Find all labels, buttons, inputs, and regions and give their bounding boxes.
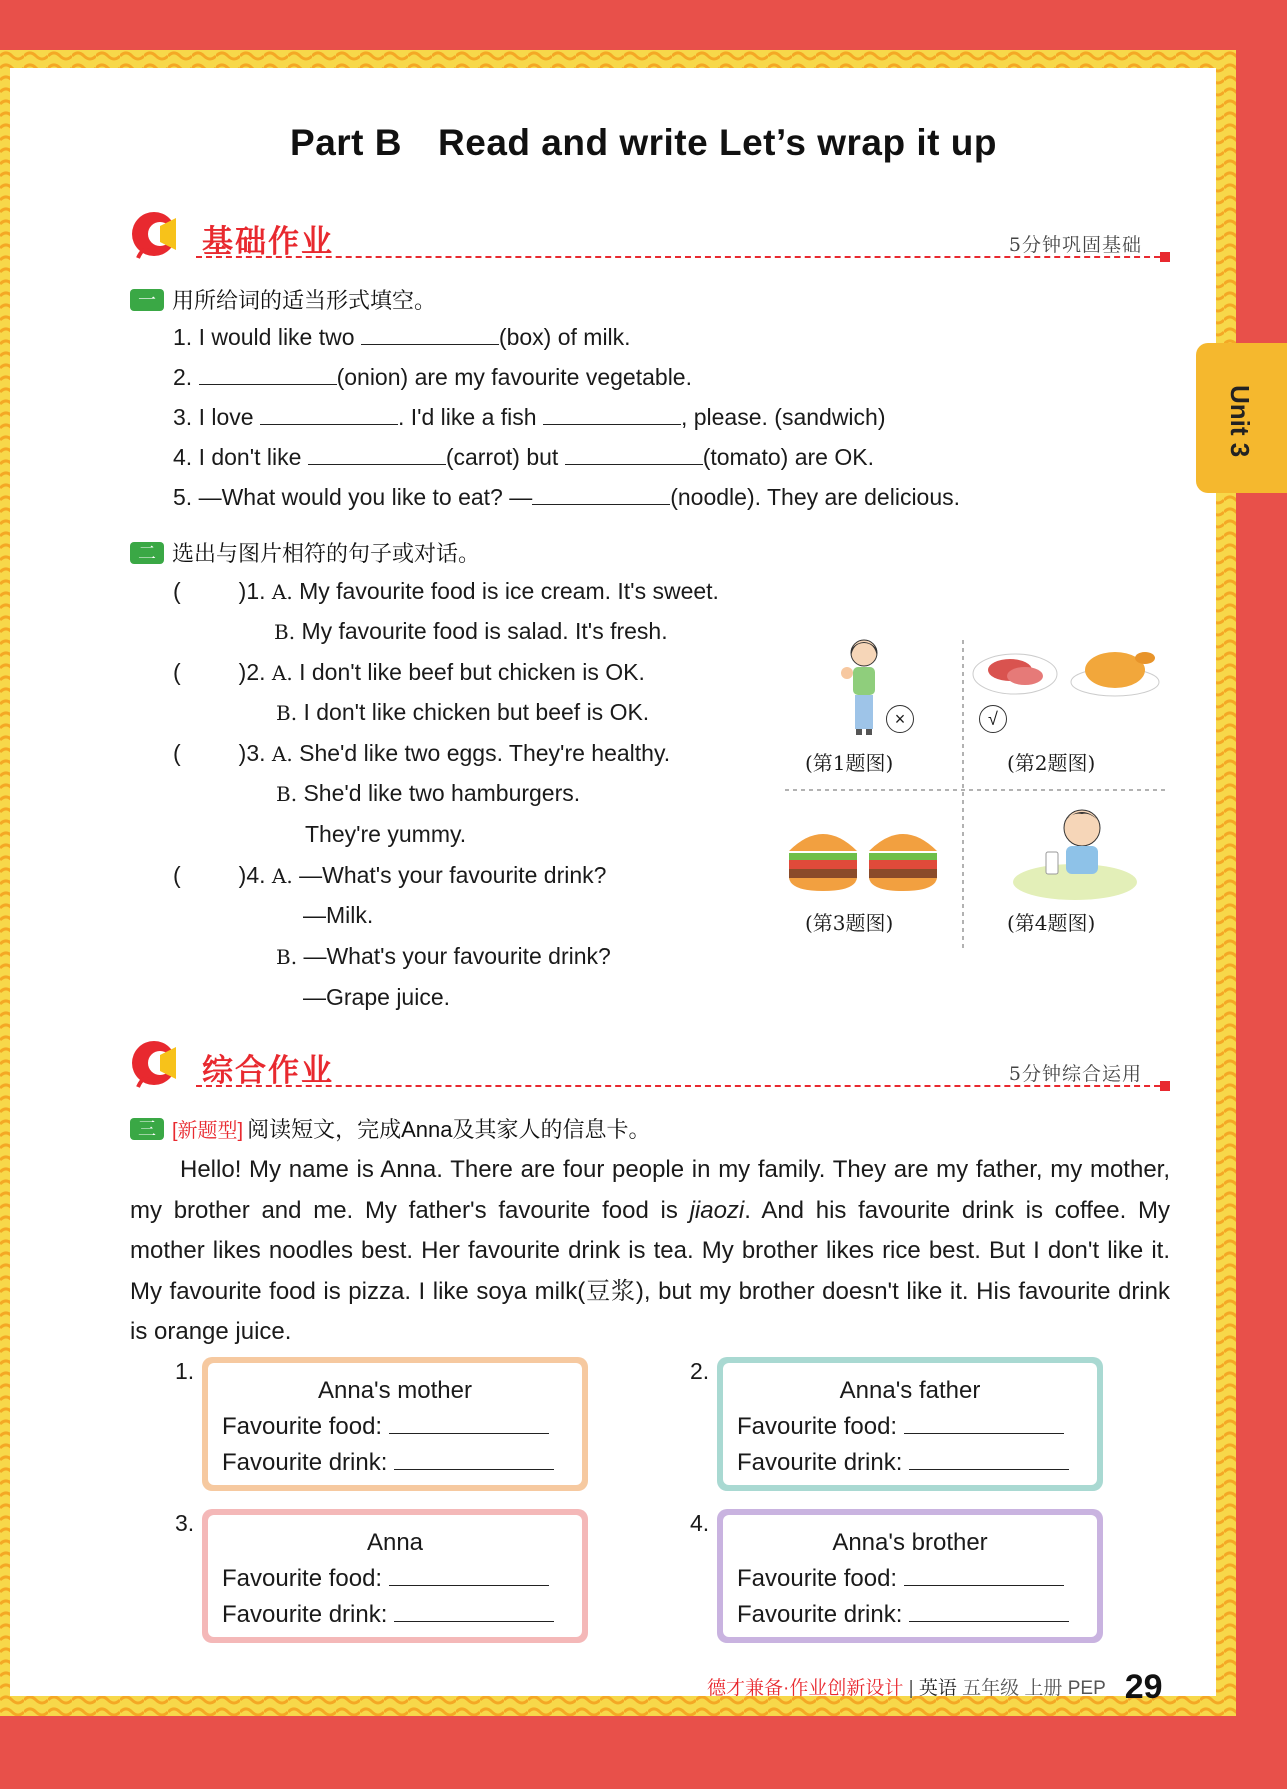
q3-number: 三 bbox=[130, 1118, 164, 1140]
answer-paren[interactable]: ( bbox=[173, 659, 181, 685]
footer-grade: 五年级 bbox=[962, 1678, 1020, 1699]
q2-option-text: —What's your favourite drink? bbox=[299, 862, 607, 888]
boy-drinking-milk-icon bbox=[1010, 800, 1140, 905]
q1-heading bbox=[130, 284, 436, 315]
card-drink-row bbox=[222, 1601, 554, 1629]
page-footer bbox=[707, 1668, 1163, 1707]
picture-caption: (第3题图) bbox=[805, 911, 894, 935]
section-basic-label: 基础作业 bbox=[202, 224, 334, 259]
reading-passage bbox=[130, 1150, 1170, 1353]
card-body bbox=[208, 1363, 582, 1485]
answer-blank[interactable] bbox=[532, 484, 670, 505]
card-drink-label: Favourite drink: bbox=[737, 1601, 903, 1628]
answer-blank[interactable] bbox=[199, 364, 337, 385]
option-letter: A. bbox=[271, 580, 293, 604]
card-food-row bbox=[737, 1413, 1064, 1441]
check-mark: √ bbox=[979, 705, 1007, 733]
card-body bbox=[723, 1515, 1097, 1637]
q1-item-text: (noodle). They are delicious. bbox=[670, 484, 961, 510]
card-body bbox=[208, 1515, 582, 1637]
answer-paren[interactable]: ( bbox=[173, 740, 181, 766]
picture-caption: (第2题图) bbox=[1007, 751, 1096, 775]
answer-blank[interactable] bbox=[543, 404, 681, 425]
option-letter: B. bbox=[276, 701, 298, 725]
q2-option-text: I don't like beef but chicken is OK. bbox=[299, 659, 645, 685]
q2-heading bbox=[130, 537, 480, 568]
card-drink-row bbox=[222, 1449, 554, 1477]
q1-item-text: 2. bbox=[173, 364, 199, 390]
info-card-brother bbox=[717, 1509, 1103, 1643]
option-letter: B. bbox=[276, 782, 298, 806]
answer-blank[interactable] bbox=[389, 1413, 549, 1434]
q1-item-text: 1. I would like two bbox=[173, 324, 361, 350]
q2-item-3-b2: They're yummy. bbox=[305, 821, 467, 847]
q1-item-5 bbox=[173, 484, 960, 511]
answer-blank[interactable] bbox=[904, 1413, 1064, 1434]
q2-item-3-a bbox=[173, 740, 670, 767]
hamburgers-icon bbox=[785, 817, 945, 897]
q1-item-text: 3. I love bbox=[173, 404, 260, 430]
footer-subject: 英语 bbox=[918, 1678, 957, 1699]
answer-blank[interactable] bbox=[909, 1601, 1069, 1622]
q1-item-text: 4. I don't like bbox=[173, 444, 308, 470]
beef-plate-icon bbox=[970, 640, 1070, 700]
q1-instruction: 用所给词的适当形式填空。 bbox=[172, 288, 437, 313]
q2-item-number: )4. bbox=[238, 862, 266, 888]
passage-italic-word: jiaozi bbox=[689, 1196, 745, 1224]
megaphone-icon bbox=[130, 208, 188, 266]
q3-instruction: 阅读短文，完成Anna及其家人的信息卡。 bbox=[247, 1117, 651, 1142]
passage-text: . And his favourite drink is coffee. My mother likes noodles best. Her favourite drink is tea. My brother likes rice best. But I don't like it. My favourite food is pizza. I like soya milk(豆浆), but my brother doesn't like it. His favourite drink is orange juice. bbox=[130, 1196, 1170, 1345]
card-title: Anna's brother bbox=[832, 1529, 988, 1556]
divider-end bbox=[1160, 252, 1170, 262]
q2-item-number: )1. bbox=[238, 578, 266, 604]
q1-item-4 bbox=[173, 444, 874, 471]
option-letter: B. bbox=[274, 620, 296, 644]
q2-item-4-a2: —Milk. bbox=[303, 902, 374, 928]
card-food-row bbox=[222, 1413, 549, 1441]
card-title: Anna's father bbox=[839, 1377, 981, 1404]
q2-item-4-b2: —Grape juice. bbox=[303, 984, 451, 1010]
q1-item-text: 5. —What would you like to eat? — bbox=[173, 484, 533, 510]
q2-item-number: )2. bbox=[238, 659, 266, 685]
card-number: 1. bbox=[175, 1358, 195, 1384]
new-type-tag: [新题型] bbox=[172, 1120, 244, 1142]
card-body bbox=[723, 1363, 1097, 1485]
q1-item-2 bbox=[173, 364, 692, 391]
card-drink-label: Favourite drink: bbox=[737, 1449, 903, 1476]
section-basic-header bbox=[130, 208, 1170, 268]
card-number: 4. bbox=[690, 1510, 710, 1536]
footer-separator: | bbox=[908, 1678, 914, 1699]
answer-blank[interactable] bbox=[308, 444, 446, 465]
title-part: Part B bbox=[290, 122, 403, 163]
picture-grid bbox=[785, 635, 1165, 950]
q2-option-text: My favourite food is ice cream. It's sweet. bbox=[299, 578, 719, 604]
page-number: 29 bbox=[1124, 1668, 1163, 1706]
picture-caption: (第4题图) bbox=[1007, 911, 1096, 935]
card-drink-label: Favourite drink: bbox=[222, 1449, 388, 1476]
roast-chicken-icon bbox=[1067, 640, 1167, 700]
q1-item-text: (carrot) but bbox=[445, 444, 565, 470]
card-food-row bbox=[737, 1565, 1064, 1593]
q2-item-2-a bbox=[173, 659, 645, 686]
card-food-label: Favourite food: bbox=[737, 1565, 898, 1592]
q2-item-1-b bbox=[274, 618, 668, 645]
option-letter: A. bbox=[271, 661, 293, 685]
card-food-label: Favourite food: bbox=[222, 1565, 383, 1592]
card-title: Anna's mother bbox=[318, 1377, 472, 1404]
footer-edition: PEP bbox=[1067, 1678, 1106, 1699]
q2-option-text: —What's your favourite drink? bbox=[303, 943, 611, 969]
q2-item-2-b bbox=[276, 699, 649, 726]
divider bbox=[196, 1085, 1170, 1087]
q2-item-number: )3. bbox=[238, 740, 266, 766]
card-title: Anna bbox=[366, 1529, 424, 1556]
answer-paren[interactable]: ( bbox=[173, 862, 181, 888]
q1-item-text: (tomato) are OK. bbox=[702, 444, 874, 470]
info-card-mother bbox=[202, 1357, 588, 1491]
q2-item-1-a bbox=[173, 578, 719, 605]
info-card-anna bbox=[202, 1509, 588, 1643]
page-title bbox=[0, 122, 1287, 164]
option-letter: B. bbox=[276, 945, 298, 969]
card-drink-row bbox=[737, 1449, 1069, 1477]
q2-instruction: 选出与图片相符的句子或对话。 bbox=[172, 541, 481, 566]
section-comprehensive-sub: 5分钟综合运用 bbox=[1008, 1063, 1142, 1085]
answer-blank[interactable] bbox=[565, 444, 703, 465]
q2-option-text: My favourite food is salad. It's fresh. bbox=[301, 618, 668, 644]
picture-caption: (第1题图) bbox=[805, 751, 894, 775]
option-letter: A. bbox=[271, 864, 293, 888]
unit-tab bbox=[1196, 343, 1287, 493]
answer-blank[interactable] bbox=[909, 1449, 1069, 1470]
title-text: Read and write Let’s wrap it up bbox=[438, 122, 997, 163]
q3-heading bbox=[130, 1113, 651, 1144]
answer-blank[interactable] bbox=[904, 1565, 1064, 1586]
card-food-label: Favourite food: bbox=[737, 1413, 898, 1440]
answer-blank[interactable] bbox=[260, 404, 398, 425]
card-drink-row bbox=[737, 1601, 1069, 1629]
section-comprehensive-label: 综合作业 bbox=[202, 1053, 334, 1088]
q2-option-text: She'd like two hamburgers. bbox=[303, 780, 581, 806]
card-number: 3. bbox=[175, 1510, 195, 1536]
answer-blank[interactable] bbox=[389, 1565, 549, 1586]
divider-end bbox=[1160, 1081, 1170, 1091]
card-food-label: Favourite food: bbox=[222, 1413, 383, 1440]
footer-brand: 德才兼备·作业创新设计 bbox=[707, 1678, 904, 1699]
section-basic-sub: 5分钟巩固基础 bbox=[1008, 234, 1142, 256]
card-food-row bbox=[222, 1565, 549, 1593]
megaphone-icon bbox=[130, 1037, 188, 1095]
q2-item-4-b bbox=[276, 943, 611, 970]
q2-number: 二 bbox=[130, 542, 164, 564]
answer-paren[interactable]: ( bbox=[173, 578, 181, 604]
unit-tab-label: Unit 3 bbox=[1225, 385, 1255, 458]
q1-item-text: (box) of milk. bbox=[498, 324, 631, 350]
footer-term: 上册 bbox=[1024, 1678, 1063, 1699]
card-number: 2. bbox=[690, 1358, 710, 1384]
divider bbox=[196, 256, 1170, 258]
cross-mark: × bbox=[886, 705, 914, 733]
option-letter: A. bbox=[271, 742, 293, 766]
q2-option-text: I don't like chicken but beef is OK. bbox=[303, 699, 650, 725]
q1-item-text: (onion) are my favourite vegetable. bbox=[336, 364, 692, 390]
q1-item-text: . I'd like a fish bbox=[397, 404, 543, 430]
q1-item-1 bbox=[173, 324, 631, 351]
answer-blank[interactable] bbox=[394, 1449, 554, 1470]
q1-number: 一 bbox=[130, 289, 164, 311]
q2-item-3-b bbox=[276, 780, 580, 807]
answer-blank[interactable] bbox=[394, 1601, 554, 1622]
q1-item-3 bbox=[173, 404, 886, 431]
section-comprehensive-header bbox=[130, 1037, 1170, 1097]
info-card-father bbox=[717, 1357, 1103, 1491]
passage-text: Hello! My name is Anna. There are four people in my family. They are my father, my mother, my brother and me. My father's favourite food is bbox=[130, 1156, 1170, 1224]
card-drink-label: Favourite drink: bbox=[222, 1601, 388, 1628]
q2-item-4-a bbox=[173, 862, 606, 889]
q1-item-text: , please. (sandwich) bbox=[680, 404, 886, 430]
q2-option-text: She'd like two eggs. They're healthy. bbox=[299, 740, 671, 766]
answer-blank[interactable] bbox=[361, 324, 499, 345]
